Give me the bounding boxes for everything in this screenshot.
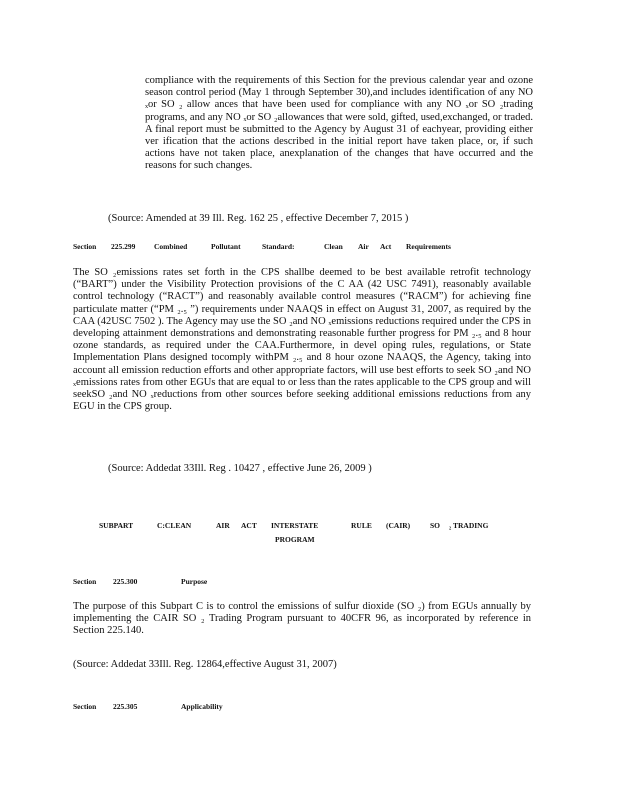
section-number: 225.300	[113, 577, 138, 586]
subpart-word: RULE	[351, 521, 372, 530]
section-title-word: Requirements	[406, 242, 451, 251]
source-note-added-2007: (Source: Addedat 33Ill. Reg. 12864,effective August 31, 2007)	[73, 659, 337, 670]
subpart-label: SUBPART	[99, 521, 134, 530]
section-title-word: Standard:	[262, 242, 295, 251]
subpart-word: PROGRAM	[275, 535, 315, 544]
section-label: Section	[73, 577, 97, 586]
subpart-word: AIR	[216, 521, 230, 530]
subpart-word: ACT	[241, 521, 257, 530]
subpart-word: ₂ TRADING	[449, 521, 489, 530]
source-note-amended-2015: (Source: Amended at 39 Ill. Reg. 162 25 , effective December 7, 2015 )	[108, 213, 409, 224]
section-title-word: Air	[358, 242, 369, 251]
source-note-added-2009: (Source: Addedat 33Ill. Reg . 10427 , effective June 26, 2009 )	[108, 463, 372, 474]
section-header-225-299	[73, 242, 451, 252]
section-header-225-305	[73, 702, 223, 712]
section-label: Section	[73, 702, 97, 711]
subpart-letter: C:CLEAN	[157, 521, 192, 530]
subpart-c-header	[99, 521, 488, 545]
section-header-225-300	[73, 577, 207, 587]
section-number: 225.305	[113, 702, 138, 711]
section-title: Applicability	[181, 702, 223, 711]
section-number: 225.299	[111, 242, 136, 251]
subpart-word: INTERSTATE	[271, 521, 319, 530]
section-title-word: Act	[380, 242, 392, 251]
section-title-word: Clean	[324, 242, 343, 251]
subpart-interstate-program	[271, 521, 351, 545]
continuation-paragraph: compliance with the requirements of this Section for the previous calendar year and ozone season control period (May 1 through September 30),and includes identification of any NO ₓor SO ₂ allow ances that have been used for compliance with any NO ₓor SO ₂trading programs, and any NO ₓor SO ₂allowances that were sold, gifted, used,exchanged, or traded. A final report must be submitted to the Agency by August 31 of eachyear, providing either ver ification that the actions described in the initial report have taken place, or, if such actions have not taken place, anexplanation of the changes that have occurred and the reasons for such changes.	[145, 75, 533, 172]
section-225-300-body: The purpose of this Subpart C is to control the emissions of sulfur dioxide (SO ₂) from EGUs annually by implementing the CAIR SO ₂ Trading Program pursuant to 40CFR 96, as incorporated by reference in Section 225.140.	[73, 601, 531, 637]
subpart-word: SO	[430, 521, 441, 530]
section-225-299-body: The SO ₂emissions rates set forth in the CPS shallbe deemed to be best available retrofit technology (“BART”) under the Visibility Protection provisions of the C AA (42 USC 7491), reasonably available control technology (“RACT”) and reasonably available control measures (“RACM”) for achieving fine particulate matter (“PM ₂.₅ ”) requirements under NAAQS in effect on August 31, 2007, as required by the CAA (42USC 7502 ). The Agency may use the SO ₂and NO ₓemissions reductions required under the CPS in developing attainment demonstrations and demonstrating reasonable further progress for PM ₂.₅ and 8 hour ozone standards, as required under the CAA.Furthermore, in devel oping rules, regulations, or State Implementation Plans designed tocomply withPM ₂.₅ and 8 hour ozone NAAQS, the Agency, taking into account all emission reduction efforts and other appropriate factors, will use best efforts to seek SO ₂and NO ₓemissions rates from other EGUs that are equal to or less than the rates applicable to the CPS group and will seekSO ₂and NO ₓreductions from other sources before seeking additional emissions reductions from any EGU in the CPS group.	[73, 267, 531, 413]
subpart-word: (CAIR)	[386, 521, 411, 530]
section-title: Purpose	[181, 577, 208, 586]
section-title-word: Combined	[154, 242, 188, 251]
section-label: Section	[73, 242, 97, 251]
section-title-word: Pollutant	[211, 242, 241, 251]
